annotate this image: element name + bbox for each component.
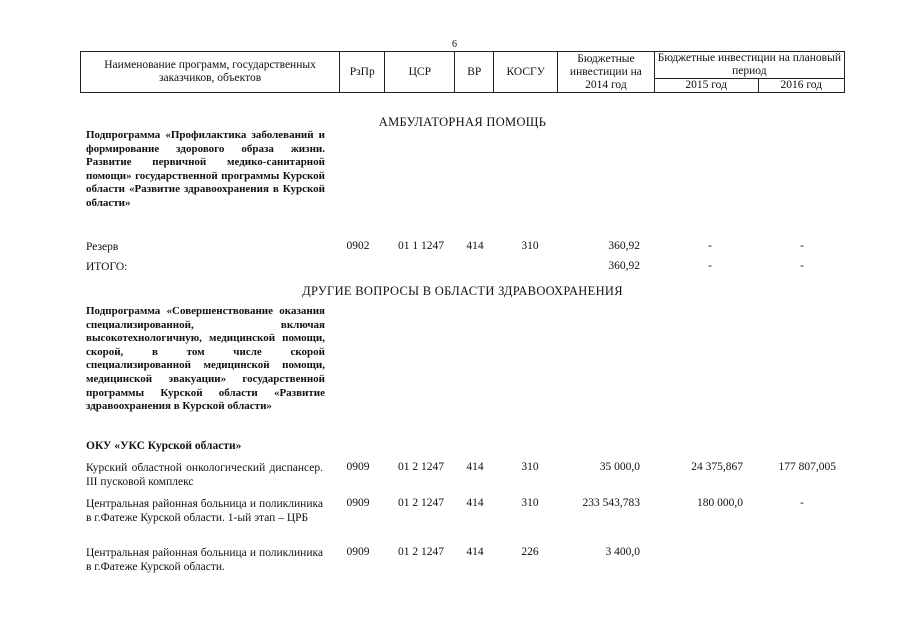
row-name: Центральная районная больница и поликлиника в г.Фатеже Курской области. 1-ый этап – ЦРБ: [86, 498, 323, 524]
header-budget-2014: Бюджетные инвестиции на 2014 год: [558, 52, 655, 93]
row-2015: -: [708, 240, 712, 252]
row-2016: 177 807,005: [778, 461, 836, 473]
row-vr: 414: [466, 497, 484, 509]
row-csr: 01 2 1247: [398, 546, 444, 558]
customer-name: ОКУ «УКС Курской области»: [86, 440, 242, 452]
row-2014: 3 400,0: [605, 546, 640, 558]
header-csr: ЦСР: [385, 52, 455, 93]
row-csr: 01 1 1247: [398, 240, 444, 252]
row-2016: -: [800, 240, 804, 252]
subprogram-specialized-care: Подпрограмма «Совершенствование оказания специализированной, включая высокотехнологичную, медицинской помощи, скорой, в том числе скорой специализированной медицинской помощи, медицинской эвакуации» государственной программы Курской области «Развитие здравоохранения в Курской области»: [86, 305, 325, 413]
header-vr: ВР: [455, 52, 494, 93]
section-title-other-health: ДРУГИЕ ВОПРОСЫ В ОБЛАСТИ ЗДРАВООХРАНЕНИЯ: [302, 284, 623, 298]
row-2015: 24 375,867: [691, 461, 743, 473]
row-name: Резерв: [86, 241, 119, 253]
row-kosgu: 310: [521, 497, 539, 509]
subprogram-prevention: Подпрограмма «Профилактика заболеваний и формирование здорового образа жизни. Развитие первичной медико-санитарной помощи» государственной программы Курской области «Развитие здравоохранения в Курской области»: [86, 129, 325, 209]
row-name: Центральная районная больница и поликлиника в г.Фатеже Курской области.: [86, 547, 323, 573]
row-2014: 35 000,0: [599, 461, 640, 473]
row-vr: 414: [466, 546, 484, 558]
page-number: 6: [452, 39, 457, 50]
row-2015: 180 000,0: [697, 497, 743, 509]
row-kosgu: 226: [521, 546, 539, 558]
total-2015: -: [708, 260, 712, 272]
row-name: Курский областной онкологический диспансер. III пусковой комплекс: [86, 462, 323, 488]
total-2014: 360,92: [608, 260, 640, 272]
row-2016: -: [800, 497, 804, 509]
row-kosgu: 310: [521, 240, 539, 252]
row-csr: 01 2 1247: [398, 497, 444, 509]
header-kosgu: КОСГУ: [494, 52, 558, 93]
total-2016: -: [800, 260, 804, 272]
row-rzpr: 0909: [346, 461, 370, 473]
row-2014: 233 543,783: [582, 497, 640, 509]
header-planned: Бюджетные инвестиции на плановый период: [654, 52, 844, 79]
row-rzpr: 0909: [346, 497, 370, 509]
row-rzpr: 0909: [346, 546, 370, 558]
row-rzpr: 0902: [346, 240, 370, 252]
header-2016: 2016 год: [758, 79, 844, 93]
row-vr: 414: [466, 240, 484, 252]
header-rzpr: РзПр: [340, 52, 385, 93]
row-vr: 414: [466, 461, 484, 473]
section-title-ambulatory: АМБУЛАТОРНАЯ ПОМОЩЬ: [378, 115, 547, 129]
total-label: ИТОГО:: [86, 261, 128, 273]
header-name: Наименование программ, государственных заказчиков, объектов: [81, 52, 340, 93]
row-2014: 360,92: [608, 240, 640, 252]
table-header: [80, 51, 845, 93]
header-2015: 2015 год: [654, 79, 758, 93]
row-kosgu: 310: [521, 461, 539, 473]
row-csr: 01 2 1247: [398, 461, 444, 473]
